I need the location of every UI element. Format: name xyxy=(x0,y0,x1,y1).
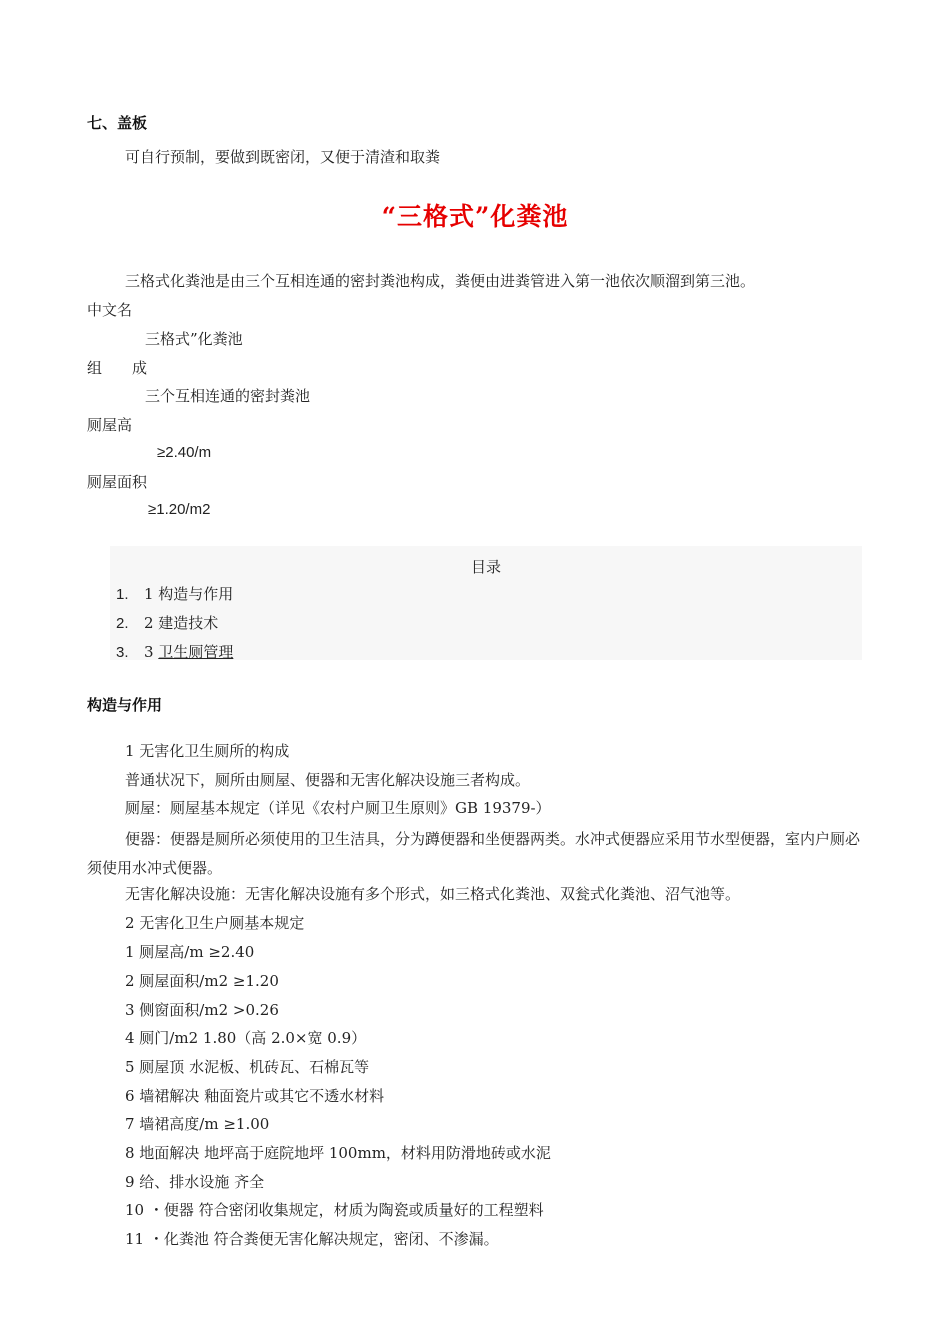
paragraph: 6 墙裙解决 釉面瓷片或其它不透水材料 xyxy=(125,1087,385,1105)
paragraph: 2 厕屋面积/m2 ≥1.20 xyxy=(125,972,279,990)
info-value: ≥1.20/m2 xyxy=(148,501,211,518)
toc-item[interactable] xyxy=(116,641,233,662)
toc-item-prefix: 3 xyxy=(144,643,159,661)
toc-item-number: 1. xyxy=(116,586,129,603)
paragraph: 厕屋：厕屋基本规定（详见《农村户厕卫生原则》GB 19379-） xyxy=(125,799,551,817)
paragraph: 5 厕屋顶 水泥板、机砖瓦、石棉瓦等 xyxy=(125,1058,370,1076)
paragraph: 2 无害化卫生户厕基本规定 xyxy=(125,914,305,932)
toc-title: 目录 xyxy=(470,558,501,576)
table-of-contents xyxy=(110,546,862,660)
toc-item-label: 1 构造与作用 xyxy=(144,585,234,603)
paragraph: 1 厕屋高/m ≥2.40 xyxy=(125,943,255,961)
paragraph: 普通状况下，厕所由厕屋、便器和无害化解决设施三者构成。 xyxy=(125,771,531,789)
info-value: 三个互相连通的密封粪池 xyxy=(145,387,311,405)
info-label: 厕屋面积 xyxy=(87,473,148,491)
toc-item-number: 2. xyxy=(116,615,129,632)
paragraph: 10 ・便器 符合密闭收集规定，材质为陶瓷或质量好的工程塑料 xyxy=(125,1201,544,1219)
section7-text: 可自行预制，要做到既密闭，又便于清渣和取粪 xyxy=(125,148,441,166)
paragraph: 8 地面解决 地坪高于庭院地坪 100mm，材料用防滑地砖或水泥 xyxy=(125,1144,551,1162)
info-value: ≥2.40/m xyxy=(157,444,212,461)
section-heading: 构造与作用 xyxy=(87,697,163,714)
info-value: 三格式”化粪池 xyxy=(145,330,243,348)
info-label: 厕屋高 xyxy=(87,416,133,434)
intro-text: 三格式化粪池是由三个互相连通的密封粪池构成，粪便由进粪管进入第一池依次顺溜到第三池。 xyxy=(125,272,756,290)
paragraph: 4 厕门/m2 1.80（高 2.0×宽 0.9） xyxy=(125,1029,367,1047)
info-label: 中文名 xyxy=(87,301,133,319)
paragraph: 11 ・化粪池 符合粪便无害化解决规定，密闭、不渗漏。 xyxy=(125,1230,499,1248)
paragraph: 1 无害化卫生厕所的构成 xyxy=(125,742,290,760)
paragraph: 9 给、排水设施 齐全 xyxy=(125,1173,265,1191)
paragraph: 3 侧窗面积/m2 >0.26 xyxy=(125,1001,279,1019)
paragraph: 7 墙裙高度/m ≥1.00 xyxy=(125,1115,270,1133)
toc-item-label: 2 建造技术 xyxy=(144,614,219,632)
toc-item[interactable] xyxy=(116,612,218,633)
info-label: 组 成 xyxy=(87,359,148,377)
page-title: “三格式”化粪池 xyxy=(381,202,569,231)
toc-item-number: 3. xyxy=(116,644,129,661)
paragraph: 便器：便器是厕所必须使用的卫生洁具，分为蹲便器和坐便器两类。水冲式便器应采用节水型便器，室内户厕必须使用水冲式便器。 xyxy=(87,830,861,877)
section7-heading: 七、盖板 xyxy=(87,115,148,132)
paragraph: 无害化解决设施：无害化解决设施有多个形式，如三格式化粪池、双瓮式化粪池、沼气池等。 xyxy=(125,885,741,903)
toc-item[interactable] xyxy=(116,583,233,604)
toc-link-toilet-management[interactable]: 卫生厕管理 xyxy=(158,643,234,661)
